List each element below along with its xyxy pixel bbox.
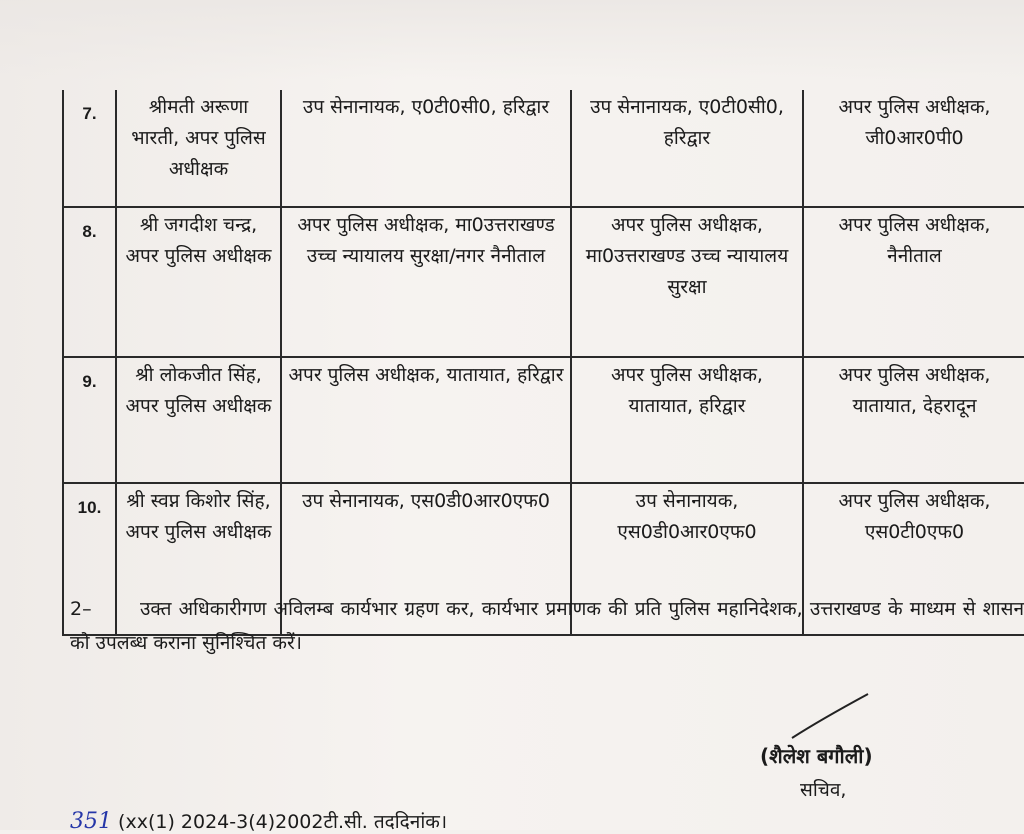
handwritten-number: 351 — [70, 809, 112, 834]
current-post: अपर पुलिस अधीक्षक, मा0उत्तराखण्ड उच्च न्यायालय सुरक्षा/नगर नैनीताल — [281, 207, 571, 357]
reference-text: (xx(1) 2024-3(4)2002टी.सी. तददिनांक। — [118, 811, 448, 833]
new-post: अपर पुलिस अधीक्षक, जी0आर0पी0 — [803, 90, 1024, 207]
reference-line — [70, 808, 447, 834]
signatory-designation: सचिव, — [800, 779, 847, 801]
instruction-paragraph — [70, 592, 1024, 660]
table-row — [63, 207, 1024, 357]
current-post: उप सेनानायक, एस0डी0आर0एफ0 — [281, 483, 571, 635]
paragraph-number: 2– — [70, 598, 92, 620]
serial-number: 10. — [63, 483, 116, 635]
officer-name: श्रीमती अरूणा भारती, अपर पुलिस अधीक्षक — [116, 90, 281, 207]
signatory-name: (शैलेश बगौली) — [760, 744, 873, 768]
new-post: अपर पुलिस अधीक्षक, नैनीताल — [803, 207, 1024, 357]
additional-post: उप सेनानायक, ए0टी0सी0, हरिद्वार — [571, 90, 803, 207]
officer-name: श्री जगदीश चन्द्र, अपर पुलिस अधीक्षक — [116, 207, 281, 357]
table-row — [63, 357, 1024, 483]
officer-name: श्री लोकजीत सिंह, अपर पुलिस अधीक्षक — [116, 357, 281, 483]
additional-post: अपर पुलिस अधीक्षक, मा0उत्तराखण्ड उच्च न्यायालय सुरक्षा — [571, 207, 803, 357]
table-row — [63, 90, 1024, 207]
transfer-table — [62, 90, 1024, 636]
serial-number: 9. — [63, 357, 116, 483]
paragraph-text: उक्त अधिकारीगण अविलम्ब कार्यभार ग्रहण कर, कार्यभार प्रमाणक की प्रति पुलिस महानिदेशक, उत्तराखण्ड के माध्यम से शासन को उपलब्ध कराना सुनिश्चित करें। — [70, 598, 1024, 654]
additional-post: उप सेनानायक, एस0डी0आर0एफ0 — [571, 483, 803, 635]
current-post: अपर पुलिस अधीक्षक, यातायात, हरिद्वार — [281, 357, 571, 483]
new-post: अपर पुलिस अधीक्षक, एस0टी0एफ0 — [803, 483, 1024, 635]
page-shadow — [0, 0, 1024, 80]
new-post: अपर पुलिस अधीक्षक, यातायात, देहरादून — [803, 357, 1024, 483]
additional-post: अपर पुलिस अधीक्षक, यातायात, हरिद्वार — [571, 357, 803, 483]
current-post: उप सेनानायक, ए0टी0सी0, हरिद्वार — [281, 90, 571, 207]
serial-number: 7. — [63, 90, 116, 207]
signature-stroke — [790, 690, 870, 740]
serial-number: 8. — [63, 207, 116, 357]
officer-name: श्री स्वप्न किशोर सिंह, अपर पुलिस अधीक्षक — [116, 483, 281, 635]
